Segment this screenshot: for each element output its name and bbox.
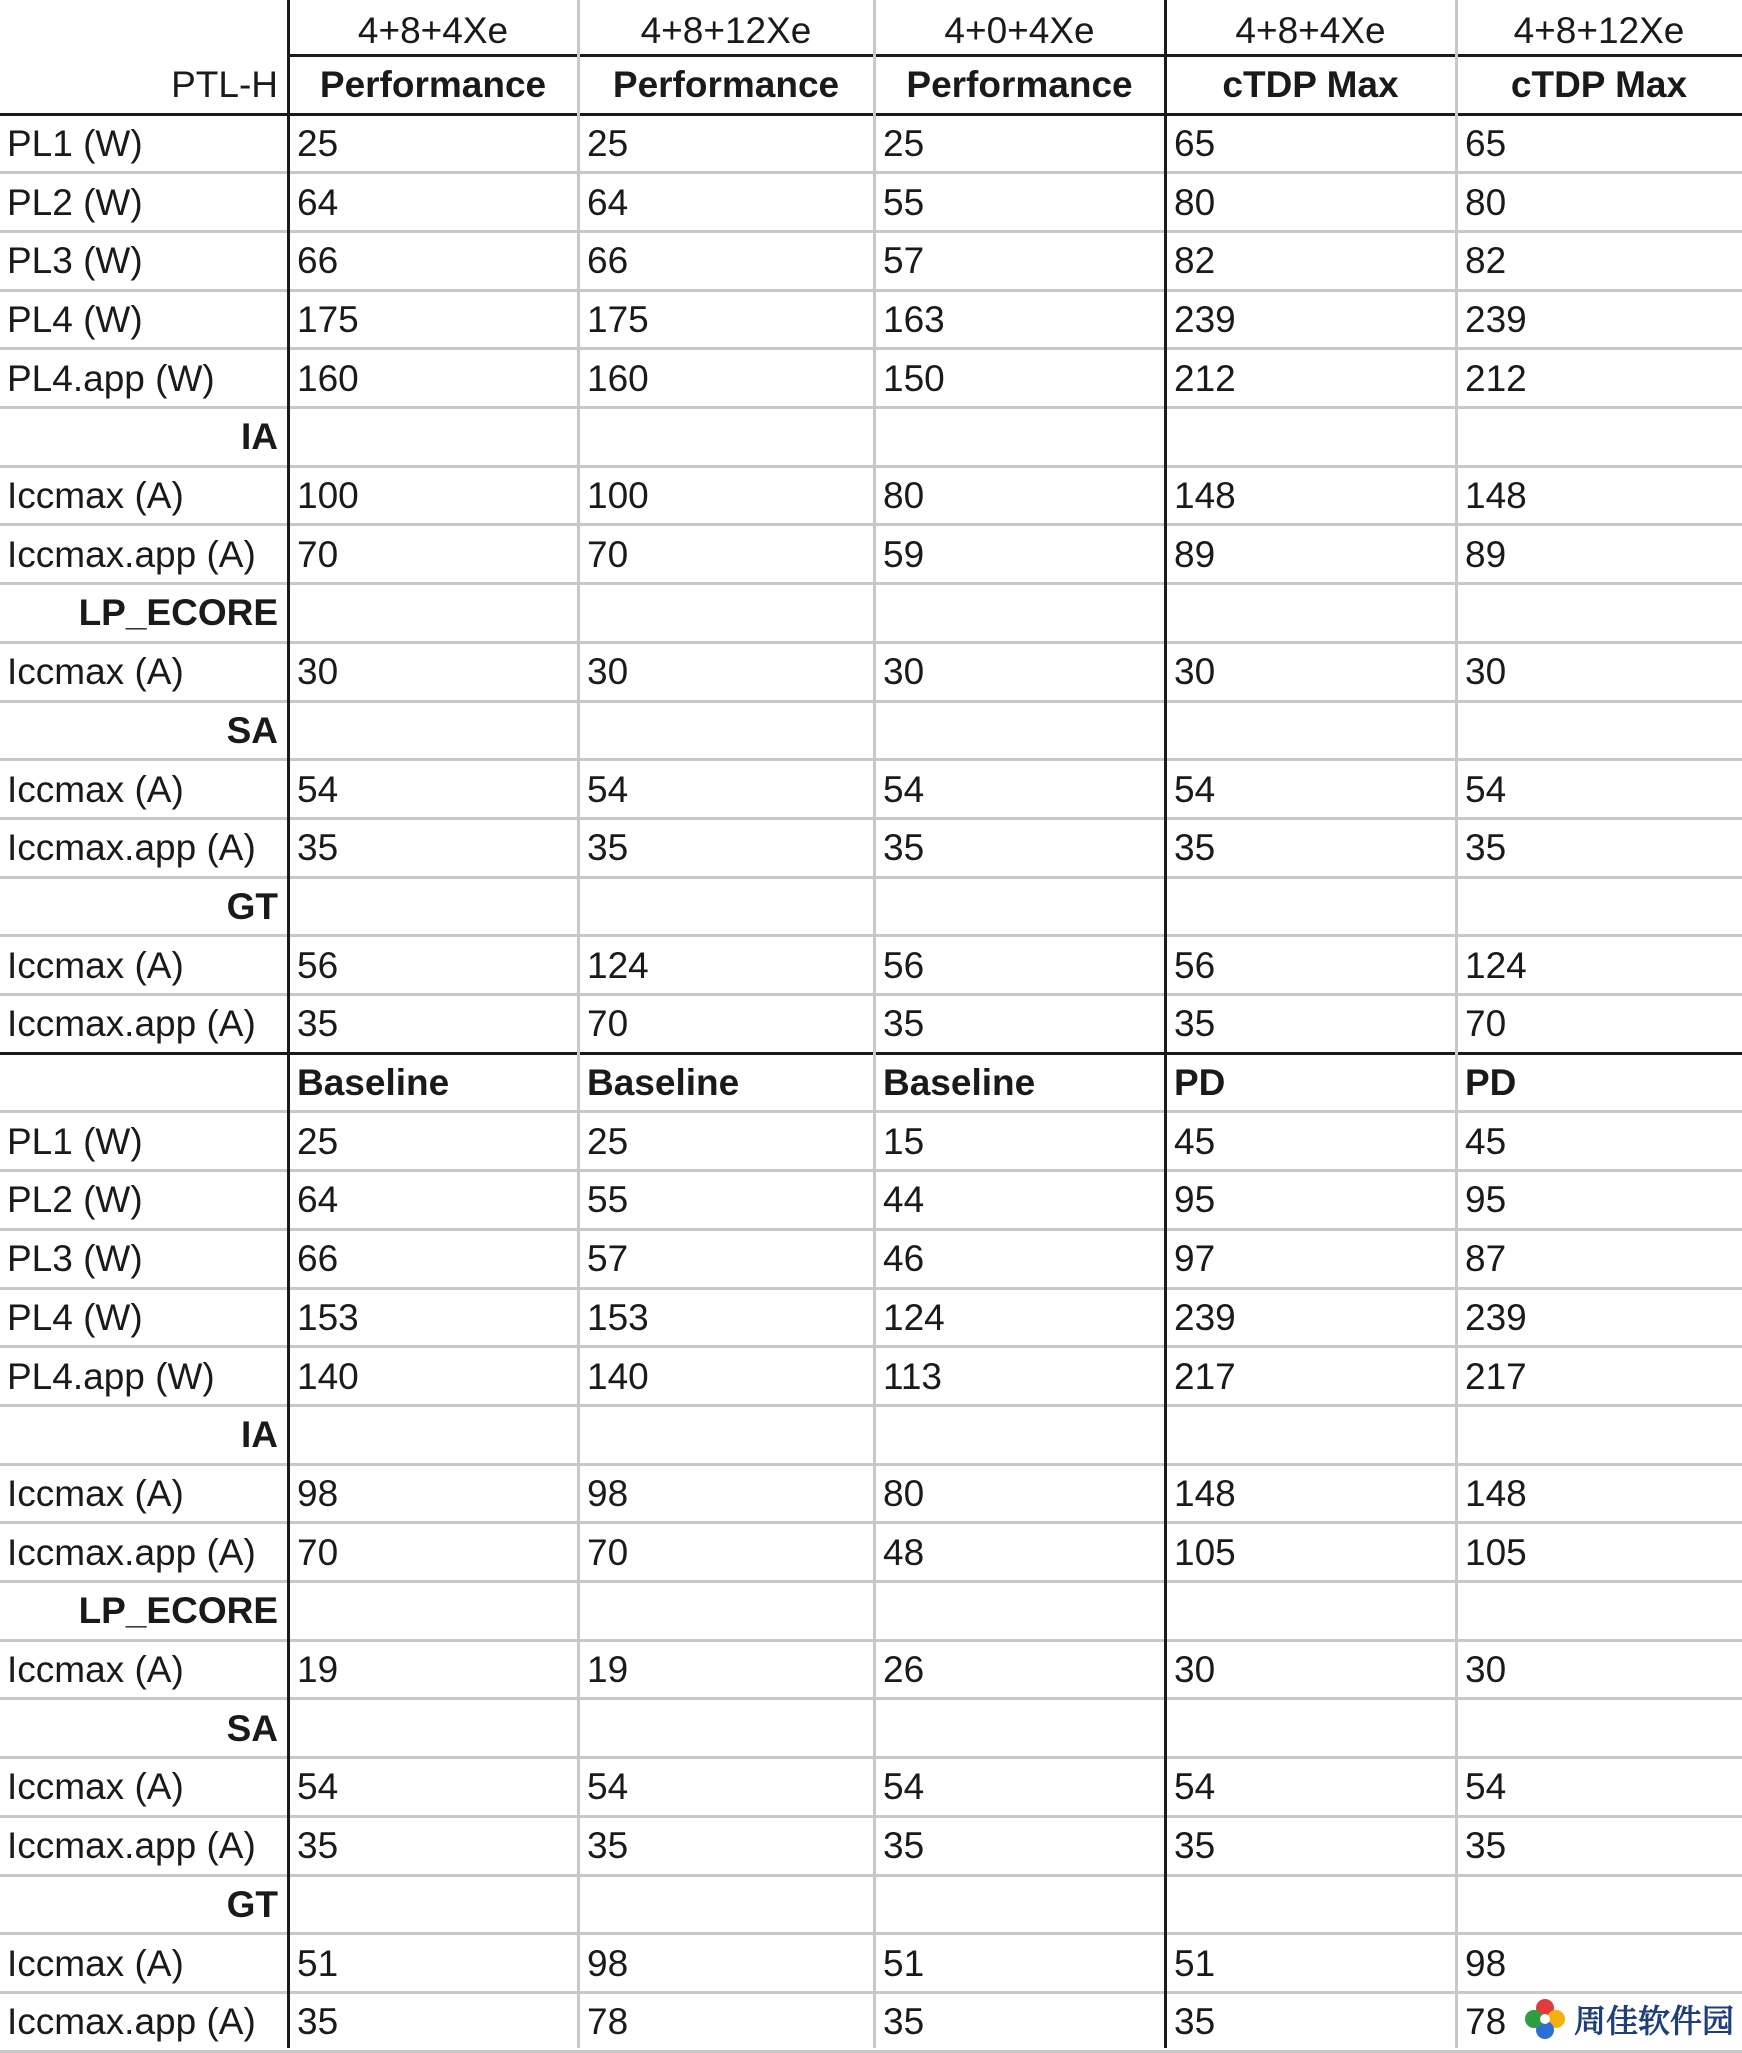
config-header: 4+0+4Xe (944, 10, 1095, 51)
mode-header: Baseline (587, 1062, 740, 1104)
table-cell: 87 (1465, 1238, 1507, 1280)
table-cell: 78 (587, 2001, 629, 2043)
table-cell: 70 (297, 533, 339, 575)
table-cell: 55 (883, 181, 925, 223)
mode-header: cTDP Max (1510, 64, 1688, 105)
row-label: Iccmax.app (A) (7, 1825, 256, 1867)
section-label: GT (226, 1883, 278, 1925)
table-cell: 65 (1465, 122, 1507, 164)
table-cell: 124 (1465, 944, 1527, 986)
column-divider (287, 0, 290, 2048)
section-label: IA (241, 1414, 278, 1456)
table-cell: 160 (297, 357, 359, 399)
column-divider (1164, 0, 1167, 2048)
table-cell: 80 (883, 475, 925, 517)
table-cell: 35 (883, 1825, 925, 1867)
section-label: IA (241, 416, 278, 458)
section-label: SA (226, 709, 278, 751)
table-cell: 212 (1174, 357, 1236, 399)
table-cell: 54 (883, 768, 925, 810)
table-cell: 100 (297, 475, 359, 517)
column-divider (577, 0, 580, 2048)
table-cell: 54 (1465, 768, 1507, 810)
row-label: Iccmax (A) (7, 1649, 184, 1691)
table-cell: 70 (587, 1531, 629, 1573)
config-header: 4+8+12Xe (640, 10, 812, 51)
table-cell: 65 (1174, 122, 1216, 164)
table-cell: 35 (1465, 1825, 1507, 1867)
row-label: Iccmax (A) (7, 1942, 184, 1984)
table-cell: 70 (297, 1531, 339, 1573)
table-cell: 124 (883, 1296, 945, 1338)
table-cell: 217 (1174, 1355, 1236, 1397)
table-cell: 35 (297, 827, 339, 869)
row-label: Iccmax.app (A) (7, 1531, 256, 1573)
row-label: Iccmax (A) (7, 944, 184, 986)
table-cell: 113 (883, 1355, 942, 1397)
table-cell: 56 (297, 944, 339, 986)
table-cell: 82 (1174, 240, 1216, 282)
table-cell: 239 (1465, 298, 1527, 340)
row-label: Iccmax.app (A) (7, 827, 256, 869)
table-cell: 51 (1174, 1942, 1216, 1984)
corner-label: PTL-H (171, 64, 278, 105)
table-cell: 35 (1174, 1003, 1216, 1045)
table-cell: 78 (1465, 2001, 1507, 2043)
row-label: Iccmax (A) (7, 475, 184, 517)
table-cell: 95 (1465, 1179, 1507, 1221)
table-cell: 54 (1174, 1766, 1216, 1808)
section-label: LP_ECORE (78, 592, 278, 634)
mode-header: Performance (906, 64, 1133, 105)
table-cell: 56 (1174, 944, 1216, 986)
table-cell: 98 (297, 1472, 339, 1514)
row-label: PL4 (W) (7, 1296, 143, 1338)
table-cell: 153 (587, 1296, 649, 1338)
table-cell: 15 (883, 1120, 925, 1162)
table-cell: 25 (587, 1120, 629, 1162)
table-cell: 48 (883, 1531, 925, 1573)
table-cell: 54 (587, 768, 629, 810)
table-cell: 25 (587, 122, 629, 164)
table-cell: 54 (297, 1766, 339, 1808)
table-cell: 70 (587, 1003, 629, 1045)
table-cell: 51 (883, 1942, 925, 1984)
table-cell: 25 (297, 1120, 339, 1162)
mode-header: Baseline (297, 1062, 450, 1104)
table-cell: 25 (883, 122, 925, 164)
table-cell: 89 (1465, 533, 1507, 575)
table-cell: 57 (883, 240, 925, 282)
table-cell: 30 (1174, 651, 1216, 693)
config-header: 4+8+4Xe (1235, 10, 1386, 51)
row-label: Iccmax.app (A) (7, 533, 256, 575)
table-cell: 140 (587, 1355, 649, 1397)
table-cell: 105 (1174, 1531, 1236, 1573)
table-cell: 64 (587, 181, 629, 223)
table-cell: 239 (1465, 1296, 1527, 1338)
table-cell: 80 (1174, 181, 1216, 223)
table-cell: 54 (883, 1766, 925, 1808)
table-cell: 148 (1174, 1472, 1236, 1514)
table-cell: 124 (587, 944, 649, 986)
row-label: Iccmax (A) (7, 1766, 184, 1808)
table-cell: 30 (883, 651, 925, 693)
table-cell: 97 (1174, 1238, 1216, 1280)
table-cell: 30 (1465, 1649, 1507, 1691)
mode-header: Performance (612, 64, 840, 105)
table-cell: 98 (1465, 1942, 1507, 1984)
table-cell: 95 (1174, 1179, 1216, 1221)
mode-header: Baseline (883, 1062, 1036, 1104)
table-cell: 148 (1174, 475, 1236, 517)
table-cell: 59 (883, 533, 925, 575)
row-label: Iccmax.app (A) (7, 1003, 256, 1045)
table-cell: 30 (587, 651, 629, 693)
mode-header: Performance (319, 64, 547, 105)
row-label: Iccmax.app (A) (7, 2001, 256, 2043)
table-cell: 160 (587, 357, 649, 399)
table-cell: 82 (1465, 240, 1507, 282)
header-divider (288, 54, 1742, 57)
watermark (1524, 1996, 1734, 2042)
row-label: PL4 (W) (7, 298, 143, 340)
table-cell: 212 (1465, 357, 1527, 399)
table-cell: 19 (587, 1649, 629, 1691)
watermark-text: 周佳软件园 (1573, 2003, 1734, 2039)
table-cell: 66 (297, 1238, 339, 1280)
table-cell: 89 (1174, 533, 1216, 575)
table-cell: 30 (297, 651, 339, 693)
table-cell: 140 (297, 1355, 359, 1397)
row-label: PL3 (W) (7, 1238, 143, 1280)
table-cell: 175 (297, 298, 359, 340)
section-label: LP_ECORE (78, 1590, 278, 1632)
pinwheel-logo-icon (1524, 1998, 1566, 2040)
table-cell: 35 (1465, 827, 1507, 869)
table-cell: 35 (297, 1825, 339, 1867)
table-cell: 54 (297, 768, 339, 810)
table-cell: 45 (1174, 1120, 1216, 1162)
table-cell: 35 (883, 1003, 925, 1045)
table-cell: 105 (1465, 1531, 1527, 1573)
table-cell: 25 (297, 122, 339, 164)
header-divider (0, 113, 1742, 116)
table-cell: 35 (1174, 2001, 1216, 2043)
table-cell: 26 (883, 1649, 925, 1691)
table-cell: 64 (297, 1179, 339, 1221)
column-divider (873, 0, 876, 2048)
table-cell: 217 (1465, 1355, 1527, 1397)
table-cell: 55 (587, 1179, 629, 1221)
table-cell: 35 (587, 827, 629, 869)
row-label: PL1 (W) (7, 1120, 143, 1162)
table-cell: 148 (1465, 1472, 1527, 1514)
table-cell: 56 (883, 944, 925, 986)
table-cell: 54 (587, 1766, 629, 1808)
table-cell: 44 (883, 1179, 925, 1221)
row-label: PL4.app (W) (7, 1355, 215, 1397)
row-label: PL3 (W) (7, 240, 143, 282)
row-label: PL4.app (W) (7, 357, 215, 399)
table-cell: 35 (1174, 827, 1216, 869)
table-cell: 45 (1465, 1120, 1507, 1162)
table-cell: 239 (1174, 1296, 1236, 1338)
row-label: PL1 (W) (7, 122, 143, 164)
table-cell: 35 (587, 1825, 629, 1867)
config-header: 4+8+4Xe (357, 10, 509, 51)
table-cell: 148 (1465, 475, 1527, 517)
table-cell: 35 (297, 2001, 339, 2043)
row-label: Iccmax (A) (7, 768, 184, 810)
table-cell: 30 (1465, 651, 1507, 693)
table-cell: 54 (1174, 768, 1216, 810)
table-cell: 57 (587, 1238, 629, 1280)
table-cell: 163 (883, 298, 945, 340)
table-cell: 70 (1465, 1003, 1507, 1045)
table-cell: 175 (587, 298, 649, 340)
column-divider (1455, 0, 1458, 2048)
row-label: Iccmax (A) (7, 1472, 184, 1514)
table-cell: 98 (587, 1472, 629, 1514)
row-label: Iccmax (A) (7, 651, 184, 693)
table-cell: 100 (587, 475, 649, 517)
table-cell: 46 (883, 1238, 925, 1280)
table-cell: 64 (297, 181, 339, 223)
table-cell: 150 (883, 357, 945, 399)
table-cell: 51 (297, 1942, 339, 1984)
section-label: GT (226, 885, 278, 927)
table-cell: 153 (297, 1296, 359, 1338)
table-cell: 239 (1174, 298, 1236, 340)
config-header: 4+8+12Xe (1513, 10, 1685, 51)
row-divider (0, 2050, 1742, 2053)
table-cell: 35 (297, 1003, 339, 1045)
table-cell: 70 (587, 533, 629, 575)
row-label: PL2 (W) (7, 181, 143, 223)
table-cell: 30 (1174, 1649, 1216, 1691)
table-cell: 35 (883, 2001, 925, 2043)
table-cell: 35 (1174, 1825, 1216, 1867)
table-cell: 54 (1465, 1766, 1507, 1808)
table-cell: 66 (297, 240, 339, 282)
table-cell: 80 (1465, 181, 1507, 223)
table-cell: 35 (883, 827, 925, 869)
mode-header: PD (1174, 1062, 1226, 1104)
row-label: PL2 (W) (7, 1179, 143, 1221)
table-cell: 98 (587, 1942, 629, 1984)
block-divider (0, 1052, 1742, 1055)
table-cell: 19 (297, 1649, 339, 1691)
mode-header: PD (1465, 1062, 1517, 1104)
table-cell: 66 (587, 240, 629, 282)
section-label: SA (226, 1707, 278, 1749)
table-cell: 80 (883, 1472, 925, 1514)
mode-header: cTDP Max (1222, 64, 1399, 105)
